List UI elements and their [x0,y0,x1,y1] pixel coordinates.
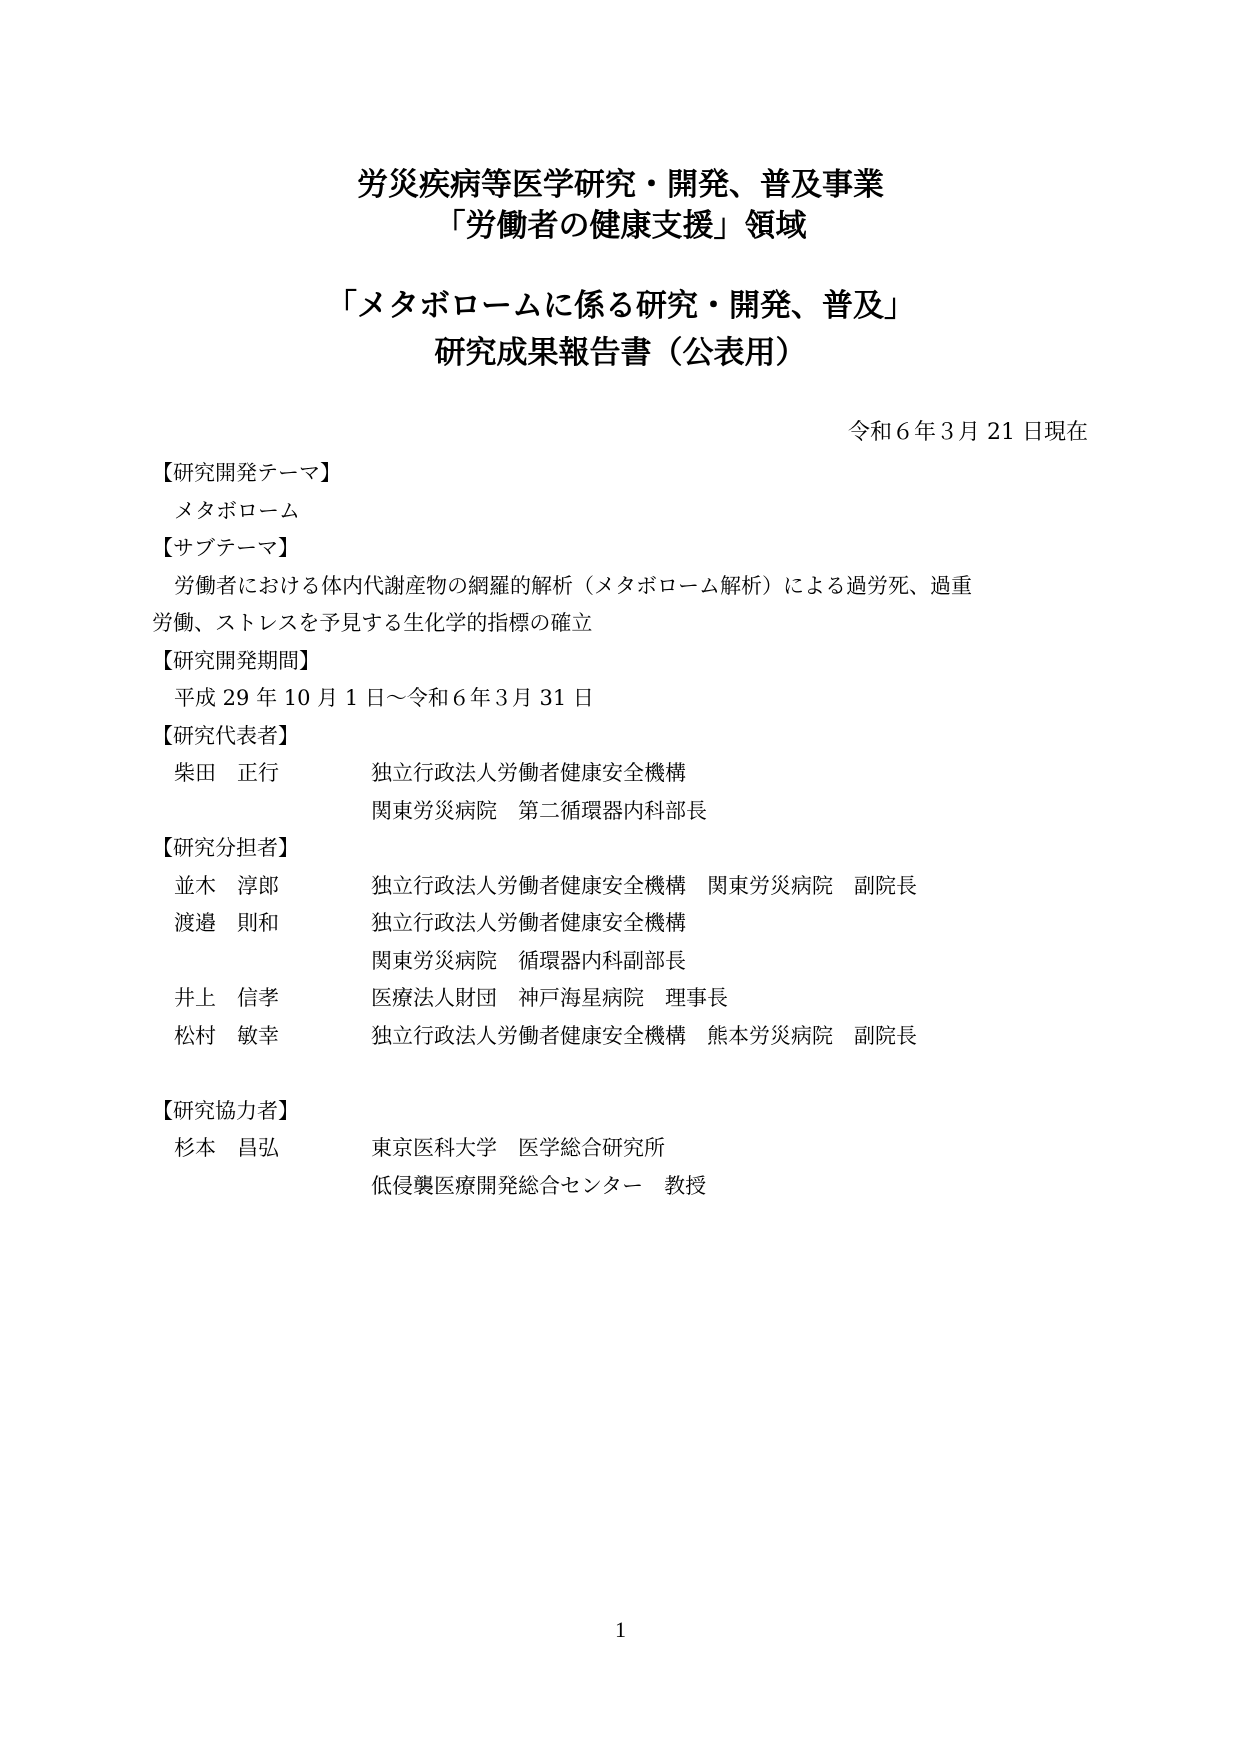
title-line-4: 研究成果報告書（公表用） [434,335,807,371]
person-name: 井上 信孝 [174,986,279,1010]
representative-entry [152,755,1062,793]
person-name: 松村 敏幸 [174,1023,279,1048]
page-number: 1 [615,1617,626,1642]
section-heading-sharing: 【研究分担者】 [152,836,299,860]
section-heading-cooperators: 【研究協力者】 [152,1098,299,1123]
person-name: 渡邉 則和 [174,911,279,935]
section-spacer [152,1055,1062,1093]
title-line-2: 「労働者の健康支援」領域 [434,208,807,244]
section-heading-representative: 【研究代表者】 [152,723,299,748]
theme-value: メタボローム [174,498,300,523]
person-affiliation: 独立行政法人労働者健康安全機構 関東労災病院 副院長 [371,873,917,898]
person-affiliation: 低侵襲医療開発総合センター 教授 [371,1173,707,1198]
cooperator-entry-continued [152,1168,1062,1206]
sharing-entry-continued [152,943,1062,981]
person-affiliation: 東京医科大学 医学総合研究所 [371,1136,665,1160]
person-name: 柴田 正行 [174,761,279,785]
person-affiliation: 関東労災病院 循環器内科副部長 [371,948,686,973]
section-heading-subtheme: 【サブテーマ】 [152,536,299,560]
subtheme-line-2: 労働、ストレスを予見する生化学的指標の確立 [152,611,593,635]
sharing-entry [152,868,1062,906]
cooperator-entry [152,1130,1062,1168]
subtheme-paragraph [152,568,1062,643]
sharing-entry [152,1018,1062,1056]
title-line-1: 労災疾病等医学研究・開発、普及事業 [357,167,884,203]
subtheme-line-1: 労働者における体内代謝産物の網羅的解析（メタボローム解析）による過労死、過重 [174,573,972,598]
sharing-entry [152,905,1062,943]
representative-entry-continued [152,793,1062,831]
report-date: 令和６年３月 21 日現在 [848,420,1088,445]
report-body [152,455,1062,1205]
person-affiliation: 関東労災病院 第二循環器内科部長 [371,798,707,823]
section-heading-theme: 【研究開発テーマ】 [152,461,341,485]
person-affiliation: 医療法人財団 神戸海星病院 理事長 [371,986,728,1010]
person-affiliation: 独立行政法人労働者健康安全機構 [371,761,686,785]
period-value: 平成 29 年 10 月 1 日～令和６年３月 31 日 [174,686,594,710]
sharing-entry [152,980,1062,1018]
title-line-3: 「メタボロームに係る研究・開発、普及」 [326,288,915,324]
person-affiliation: 独立行政法人労働者健康安全機構 熊本労災病院 副院長 [371,1023,917,1048]
section-heading-period: 【研究開発期間】 [152,648,320,673]
person-affiliation: 独立行政法人労働者健康安全機構 [371,911,686,935]
person-name: 並木 淳郎 [174,873,279,898]
person-name: 杉本 昌弘 [174,1136,279,1160]
